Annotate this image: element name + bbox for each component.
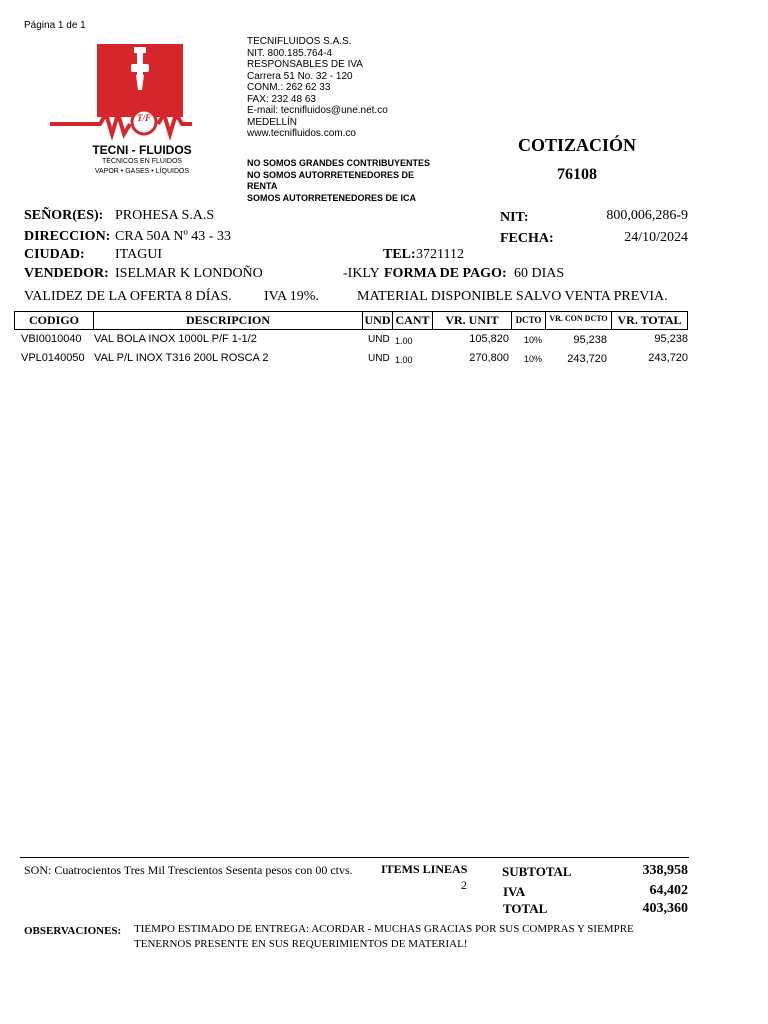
tax-note: NO SOMOS AUTORRETENEDORES DE [247,169,415,180]
table-row-und: UND [368,353,390,364]
table-row-descripcion: VAL P/L INOX T316 200L ROSCA 2 [94,352,269,364]
table-row-vr-con-dcto: 243,720 [567,353,607,365]
page-label: Página 1 de 1 [24,20,86,31]
material-disponible: MATERIAL DISPONIBLE SALVO VENTA PREVIA. [357,289,668,304]
senor-label: SEÑOR(ES): [24,208,104,223]
table-row-codigo: VBI0010040 [21,333,82,345]
company-info-line: E-mail: tecnifluidos@une.net.co [247,105,388,116]
table-row-vr-unit: 270,800 [469,352,509,364]
company-info-line: NIT. 800.185.764-4 [247,47,333,59]
col-vr-unit-header: VR. UNIT [445,313,499,327]
nit-value: 800,006,286-9 [606,208,688,223]
tel-value: 3721112 [416,247,464,262]
table-row-vr-con-dcto: 95,238 [573,334,607,346]
logo-tagline-2: VAPOR • GASES • LÍQUIDOS [94,168,190,175]
nit-label: NIT: [500,210,529,225]
items-lineas-label: ITEMS LINEAS [381,862,468,876]
col-vr-con-dcto-header: VR. CON DCTO [549,314,608,323]
direccion-value: CRA 50A Nº 43 - 33 [115,229,231,244]
vendedor-label: VENDEDOR: [24,266,109,281]
company-logo [50,42,192,142]
company-info-line: CONM.: 262 62 33 [247,82,331,93]
col-und-header: UND [364,313,391,327]
total-label: TOTAL [503,901,548,916]
logo-tagline-1: TÉCNICOS EN FLUIDOS [101,158,183,165]
forma-pago-value: 60 DIAS [514,266,565,281]
company-info-line: www.tecnifluidos.com.co [247,128,356,139]
tax-notes [247,158,430,204]
observaciones-line-2: TENERNOS PRESENTE EN SUS REQUERIMIENTOS DE MATERIAL! [134,938,468,950]
table-header-bottom-border [14,329,688,330]
observaciones-line-1: TIEMPO ESTIMADO DE ENTREGA: ACORDAR - MUCHAS GRACIAS POR SUS COMPRAS Y SIEMPRE [134,923,634,935]
subtotal-value: 338,958 [642,863,688,878]
total-value: 403,360 [642,901,688,916]
validez-oferta: VALIDEZ DE LA OFERTA 8 DÍAS. [24,289,232,304]
footer-divider [20,857,689,858]
table-row-dcto: 10% [524,335,543,345]
amount-in-words: SON: Cuatrocientos Tres Mil Trescientos Sesenta pesos con 00 ctvs. [24,863,353,877]
tax-note: RENTA [247,181,278,191]
logo-mark-text: T/F [136,113,151,123]
company-info-line: Carrera 51 No. 32 - 120 [247,70,353,82]
tel-label: TEL: [383,247,416,262]
logo-mark-icon [50,42,192,142]
iva-value: 64,402 [649,883,688,898]
subtotal-label: SUBTOTAL [502,864,572,879]
table-row-dcto: 10% [524,354,543,364]
col-dcto-header: DCTO [515,315,542,325]
fecha-value: 24/10/2024 [624,230,688,245]
table-row-vr-total: 95,238 [654,333,688,345]
company-info-line: FAX: 232 48 63 [247,93,316,105]
col-vr-total-header: VR. TOTAL [617,313,682,327]
table-row-codigo: VPL0140050 [21,352,85,364]
logo-brand: TECNI - FLUIDOS [92,143,192,157]
table-row-cant: 1.00 [395,355,413,365]
table-row-und: UND [368,334,390,345]
fecha-label: FECHA: [500,231,554,246]
iva-label: IVA [503,884,526,899]
vendedor-code: -IKLY [343,266,380,281]
company-info-line: RESPONSABLES DE IVA [247,59,363,70]
items-lineas-count: 2 [461,878,467,892]
ciudad-label: CIUDAD: [24,247,85,262]
table-row-vr-total: 243,720 [648,352,688,364]
company-info-line: TECNIFLUIDOS S.A.S. [247,36,352,47]
col-descripcion-header: DESCRIPCION [185,313,270,327]
senor-value: PROHESA S.A.S [115,208,215,223]
col-cant-header: CANT [395,313,430,327]
doc-number: 76108 [557,166,597,183]
company-info [247,36,388,140]
doc-title: COTIZACIÓN [517,135,637,155]
vendedor-value: ISELMAR K LONDOÑO [115,266,263,281]
table-border [687,311,688,330]
company-info-line: MEDELLÍN [247,116,298,128]
forma-pago-label: FORMA DE PAGO: [384,266,507,281]
tax-note: SOMOS AUTORRETENEDORES DE ICA [247,192,417,203]
table-row-cant: 1.00 [395,336,413,346]
table-row-vr-unit: 105,820 [469,333,509,345]
col-codigo-header: CODIGO [28,313,79,327]
observaciones-label: OBSERVACIONES: [24,925,122,937]
direccion-label: DIRECCION: [24,229,111,244]
ciudad-value: ITAGUI [115,247,163,262]
iva-rate: IVA 19%. [264,289,319,304]
table-header-top-border [14,311,688,312]
tax-note: NO SOMOS GRANDES CONTRIBUYENTES [247,158,431,168]
table-row-descripcion: VAL BOLA INOX 1000L P/F 1-1/2 [94,333,257,345]
